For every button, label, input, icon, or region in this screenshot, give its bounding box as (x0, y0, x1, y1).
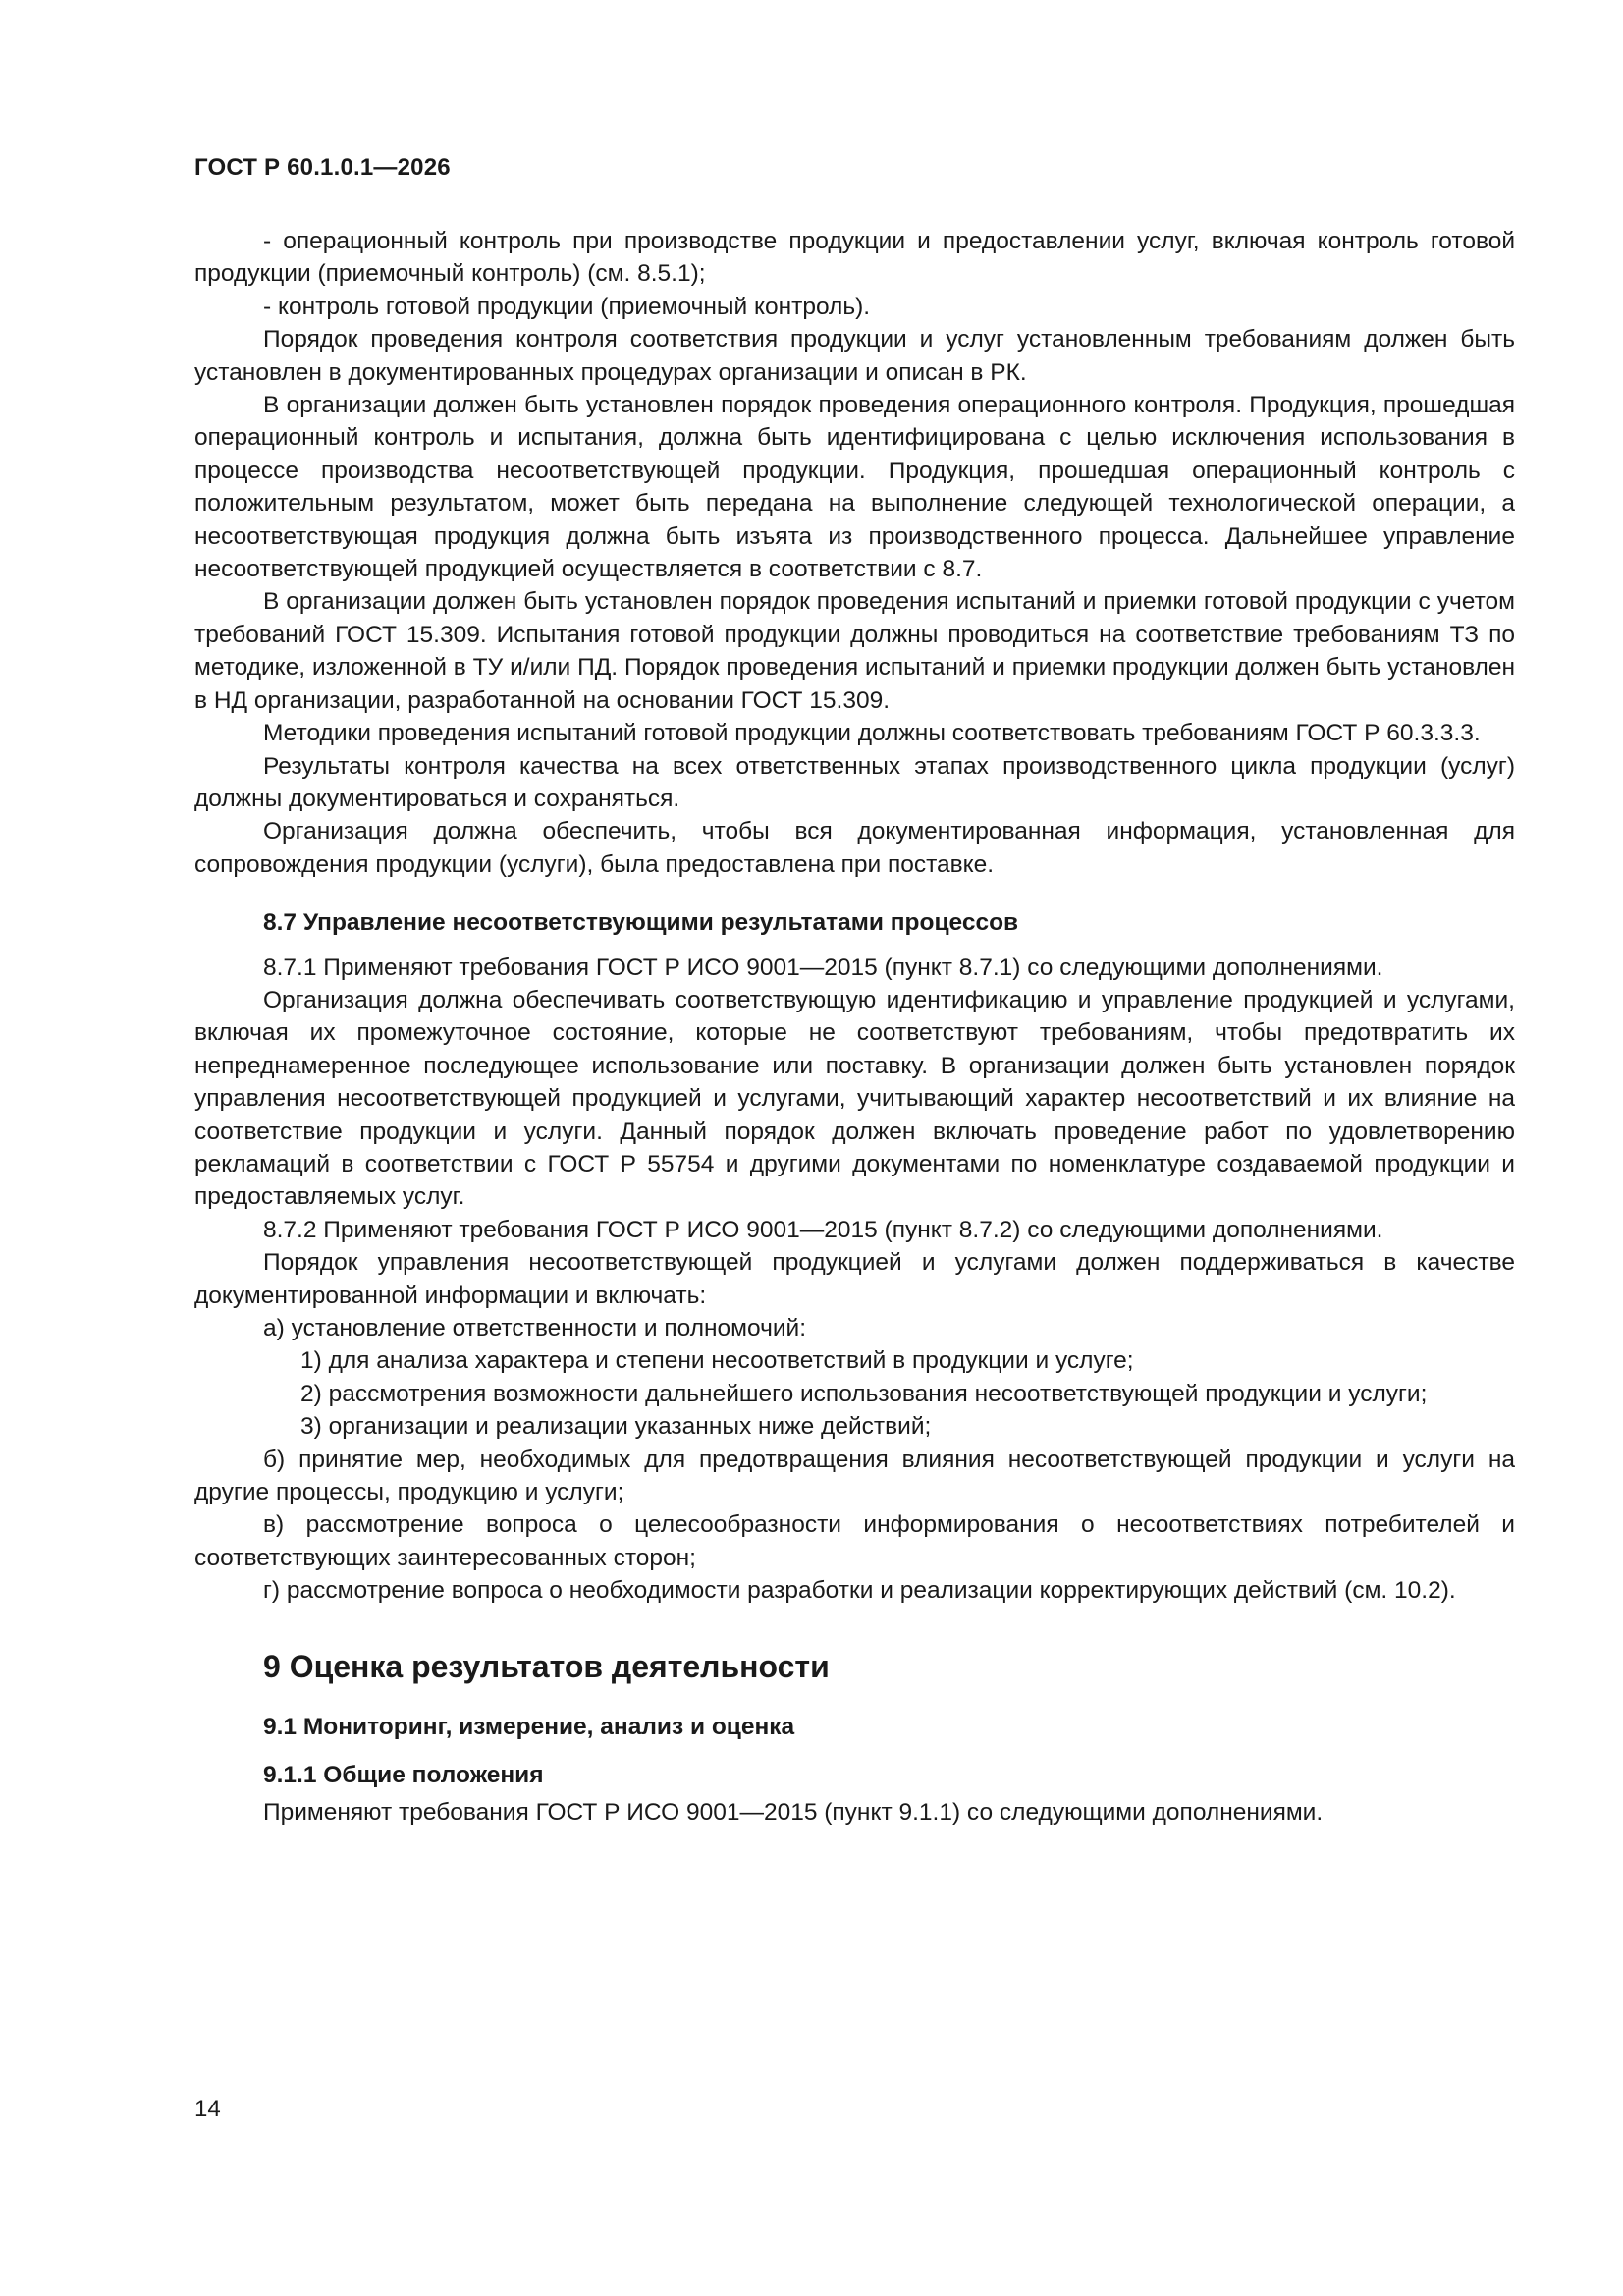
paragraph: Порядок управления несоответствующей продукцией и услугами должен поддерживаться в качестве документированной информации и включать: (194, 1249, 1515, 1309)
document-header: ГОСТ Р 60.1.0.1—2026 (194, 154, 451, 181)
paragraph: Порядок проведения контроля соответствия продукции и услуг установленным требованиям должен быть установлен в документированных процедурах организации и описан в РК. (194, 326, 1515, 386)
section-heading-9: 9 Оценка результатов деятельности (263, 1648, 830, 1684)
section-heading-9-1-1: 9.1.1 Общие положения (263, 1762, 544, 1789)
paragraph: 8.7.1 Применяют требования ГОСТ Р ИСО 9001—2015 (пункт 8.7.1) со следующими дополнениями. (263, 954, 1383, 981)
paragraph: Методики проведения испытаний готовой продукции должны соответствовать требованиям ГОСТ Р 60.3.3.3. (263, 720, 1481, 747)
section-heading-8-7: 8.7 Управление несоответствующими результатами процессов (263, 909, 1019, 937)
list-item-final-control: - контроль готовой продукции (приемочный контроль). (263, 293, 871, 320)
paragraph: Организация должна обеспечить, чтобы вся документированная информация, установленная для сопровождения продукции (услуги), была предоставлена при поставке. (194, 818, 1515, 878)
paragraph: Применяют требования ГОСТ Р ИСО 9001—2015 (пункт 9.1.1) со следующими дополнениями. (263, 1798, 1324, 1826)
section-heading-9-1: 9.1 Мониторинг, измерение, анализ и оценка (263, 1714, 795, 1741)
document-body (194, 225, 1515, 1829)
paragraph: В организации должен быть установлен порядок проведения операционного контроля. Продукция, прошедшая операционный контроль и испытания, должна быть идентифицирована с целью исключения использования в процессе производства несоответствующей продукции. Продукция, прошедшая операционный контроль с положительным результатом, может быть передана на выполнение следующей технологической операции, а несоответствующая продукция должна быть изъята из производственного процесса. Дальнейшее управление несоответствующей продукцией осуществляется в соответствии с 8.7. (194, 392, 1515, 583)
list-item-a-2: 2) рассмотрения возможности дальнейшего использования несоответствующей продукции и услуги; (300, 1380, 1428, 1407)
paragraph: Организация должна обеспечивать соответствующую идентификацию и управление продукцией и услугами, включая их промежуточное состояние, которые не соответствуют требованиям, чтобы предотвратить их непреднамеренное последующее использование или поставку. В организации должен быть установлен порядок управления несоответствующей продукцией и услугами, учитывающий характер несоответствий и их влияние на соответствие продукции и услуги. Данный порядок должен включать проведение работ по удовлетворению рекламаций в соответствии с ГОСТ Р 55754 и другими документами по номенклатуре создаваемой продукции и предоставляемых услуг. (194, 986, 1515, 1211)
list-item-a: а) установление ответственности и полномочий: (263, 1315, 807, 1341)
paragraph: 8.7.2 Применяют требования ГОСТ Р ИСО 9001—2015 (пункт 8.7.2) со следующими дополнениями. (263, 1216, 1383, 1243)
list-item-a-3: 3) организации и реализации указанных ниже действий; (300, 1413, 932, 1441)
page-number: 14 (194, 2096, 221, 2122)
list-item-a-1: 1) для анализа характера и степени несоответствий в продукции и услуге; (300, 1347, 1134, 1375)
list-item-v: в) рассмотрение вопроса о целесообразности информирования о несоответствиях потребителей и соответствующих заинтересованных сторон; (194, 1511, 1515, 1571)
paragraph: В организации должен быть установлен порядок проведения испытаний и приемки готовой продукции с учетом требований ГОСТ 15.309. Испытания готовой продукции должны проводиться на соответствие требованиям ТЗ по методике, изложенной в ТУ и/или ПД. Порядок проведения испытаний и приемки продукции должен быть установлен в НД организации, разработанной на основании ГОСТ 15.309. (194, 588, 1515, 714)
list-item-operational-control: - операционный контроль при производстве продукции и предоставлении услуг, включая контроль готовой продукции (приемочный контроль) (см. 8.5.1); (194, 228, 1515, 288)
paragraph: Результаты контроля качества на всех ответственных этапах производственного цикла продукции (услуг) должны документироваться и сохраняться. (194, 752, 1515, 812)
list-item-b: б) принятие мер, необходимых для предотвращения влияния несоответствующей продукции и услуги на другие процессы, продукцию и услуги; (194, 1446, 1515, 1506)
list-item-g: г) рассмотрение вопроса о необходимости разработки и реализации корректирующих действий (см. 10.2). (263, 1577, 1456, 1605)
